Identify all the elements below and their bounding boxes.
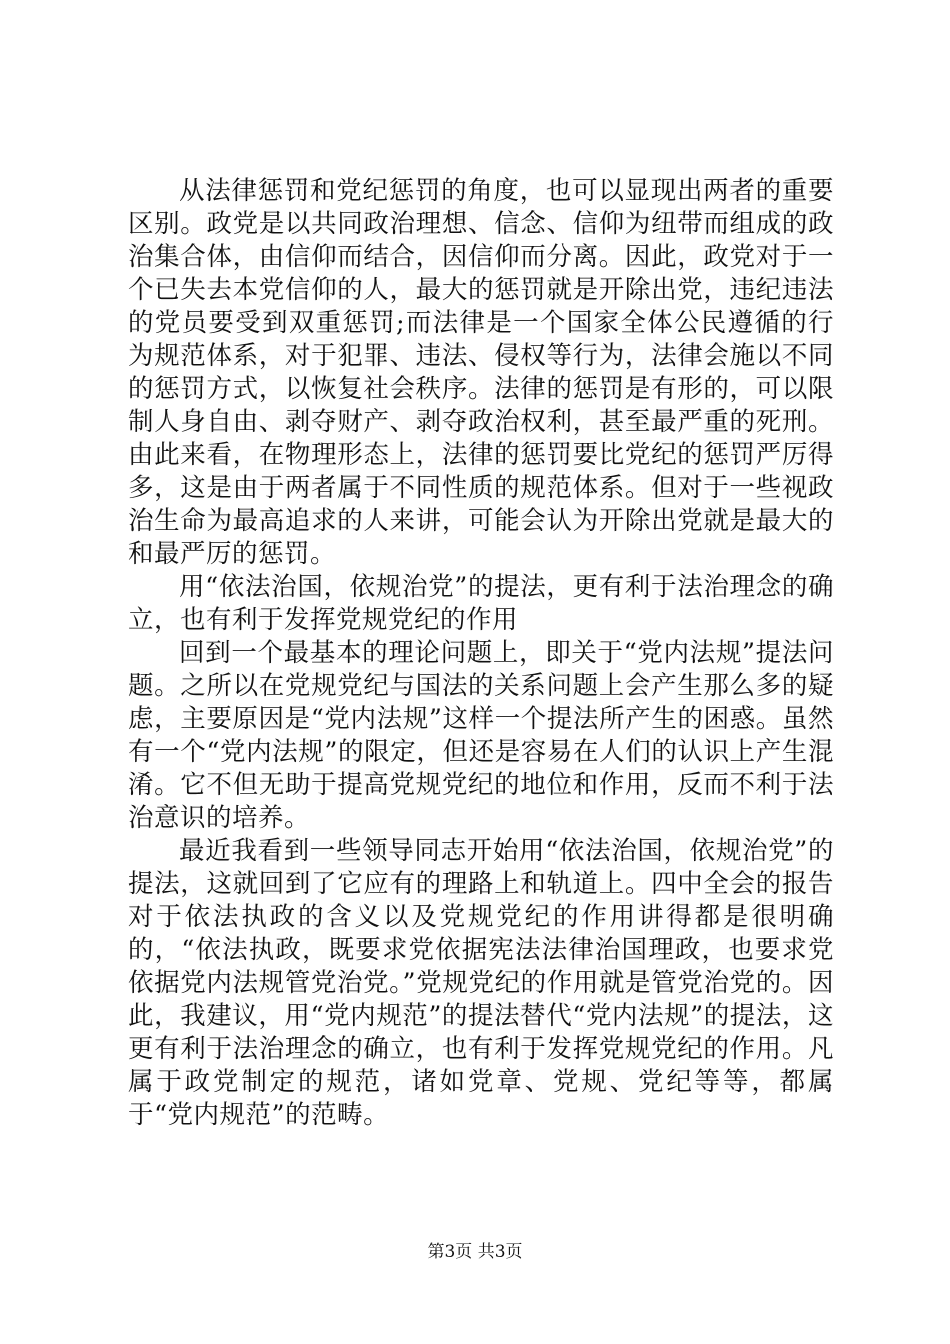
paragraph-intra-party-regulations: 回到一个最基本的理论问题上，即关于“党内法规”提法问题。之所以在党规党纪与国法的关系问题上会产生那么多的疑虑，主要原因是“党内法规”这样一个提法所产生的困惑。虽然有一个“党内法规”的限定，但还是容易在人们的认识上产生混淆。它不但无助于提高党规党纪的地位和作用，反而不利于法治意识的培养。 <box>128 638 834 833</box>
page-number-footer: 第3页 共3页 <box>427 1242 523 1262</box>
paragraph-punishment-comparison: 从法律惩罚和党纪惩罚的角度，也可以显现出两者的重要区别。政党是以共同政治理想、信念、信仰为纽带而组成的政治集合体，由信仰而结合，因信仰而分离。因此，政党对于一个已失去本党信仰的人，最大的惩罚就是开除出党，违纪违法的党员要受到双重惩罚;而法律是一个国家全体公民遵循的行为规范体系，对于犯罪、违法、侵权等行为，法律会施以不同的惩罚方式，以恢复社会秩序。法律的惩罚是有形的，可以限制人身自由、剥夺财产、剥夺政治权利，甚至最严重的死刑。由此来看，在物理形态上，法律的惩罚要比党纪的惩罚严厉得多，这是由于两者属于不同性质的规范体系。但对于一些视政治生命为最高追求的人来讲，可能会认为开除出党就是最大的和最严厉的惩罚。 <box>128 176 834 569</box>
paragraph-recommendation: 最近我看到一些领导同志开始用“依法治国，依规治党”的提法，这就回到了它应有的理路上和轨道上。四中全会的报告对于依法执政的含义以及党规党纪的作用讲得都是很明确的，“依法执政，既要求党依据宪法法律治国理政，也要求党依据党内法规管党治党。”党规党纪的作用就是管党治党的。因此，我建议，用“党内规范”的提法替代“党内法规”的提法，这更有利于法治理念的确立，也有利于发挥党规党纪的作用。凡属于政党制定的规范，诸如党章、党规、党纪等等，都属于“党内规范”的范畴。 <box>128 836 834 1130</box>
paragraph-heading-rule-of-law: 用“依法治国，依规治党”的提法，更有利于法治理念的确立，也有利于发挥党规党纪的作用 <box>128 572 834 635</box>
document-body <box>128 175 834 1132</box>
